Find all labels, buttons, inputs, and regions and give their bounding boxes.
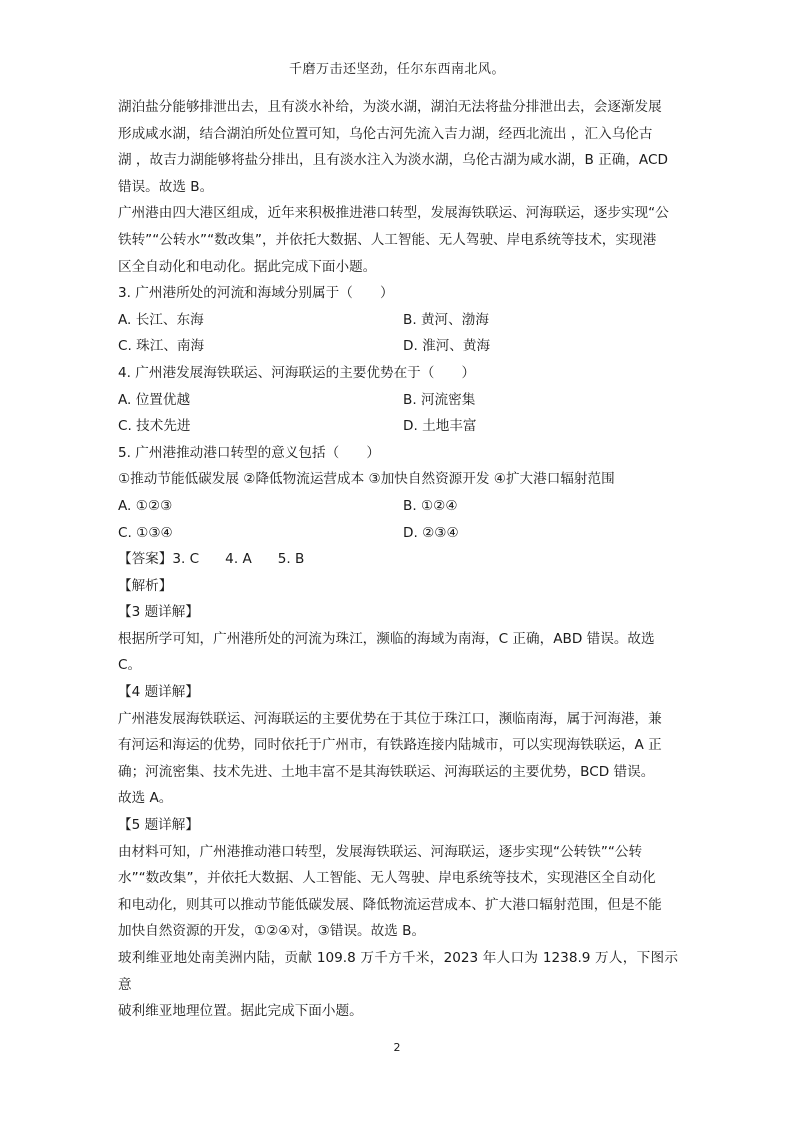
text-line: 故选 A。 — [118, 790, 173, 807]
options-row — [118, 333, 678, 360]
text-line: 广州港由四大港区组成，近年来积极推进港口转型，发展海铁联运、河海联运，逐步实现“公 — [118, 205, 669, 222]
question-stem: 5. 广州港推动港口转型的意义包括（ ） — [118, 444, 380, 461]
option-d: D. ②③④ — [403, 524, 459, 541]
page-number: 2 — [393, 1041, 401, 1054]
options-row — [118, 387, 678, 414]
text-line: 湖 ，故吉力湖能够将盐分排出，且有淡水注入为淡水湖，乌伦古湖为咸水湖，B 正确，ACD — [118, 152, 668, 169]
options-row — [118, 307, 678, 334]
option-d: D. 淮河、黄海 — [403, 338, 491, 355]
detail-4 — [118, 679, 678, 812]
options-row — [118, 493, 678, 520]
answer-3: 3. C — [172, 551, 200, 568]
question-5 — [118, 440, 678, 546]
question-4 — [118, 360, 678, 440]
material-paragraph — [118, 200, 678, 280]
intro-paragraph — [118, 94, 678, 200]
question-stem: 4. 广州港发展海铁联运、河海联运的主要优势在于（ ） — [118, 364, 476, 381]
text-line: 根据所学可知，广州港所处的河流为珠江，濒临的海域为南海，C 正确，ABD 错误。故选 — [118, 630, 655, 647]
text-line: 水”“数改集”，并依托大数据、人工智能、无人驾驶、岸电系统等技术，实现港区全自动化 — [118, 870, 656, 887]
text-line: 玻利维亚地处南美洲内陆，贡献 109.8 万千方千米，2023 年人口为 1238.9 万人，下图示意 — [118, 950, 678, 993]
next-material — [118, 945, 678, 1025]
text-line: 铁转”“公转水”“数改集”，并依托大数据、人工智能、无人驾驶、岸电系统等技术，实现港 — [118, 231, 657, 248]
option-c: C. ①③④ — [118, 524, 173, 541]
text-line: 广州港发展海铁联运、河海联运的主要优势在于其位于珠江口，濒临南海，属于河海港，兼 — [118, 710, 662, 727]
detail-5 — [118, 812, 678, 945]
detail-label: 【4 题详解】 — [118, 684, 199, 701]
option-d: D. 土地丰富 — [403, 418, 477, 435]
text-line: 破利维亚地理位置。据此完成下面小题。 — [118, 1003, 363, 1020]
text-line: 确；河流密集、技术先进、土地丰富不是其海铁联运、河海联运的主要优势，BCD 错误。 — [118, 763, 655, 780]
text-line: 由材料可知，广州港推动港口转型，发展海铁联运、河海联运，逐步实现“公转铁”“公转 — [118, 843, 643, 860]
question-stem: 3. 广州港所处的河流和海域分别属于（ ） — [118, 285, 394, 302]
options-row — [118, 520, 678, 547]
detail-label: 【5 题详解】 — [118, 817, 199, 834]
detail-3 — [118, 599, 678, 679]
option-b: B. 黄河、渤海 — [403, 311, 489, 328]
text-line: 区全自动化和电动化。据此完成下面小题。 — [118, 258, 377, 275]
option-a: A. 位置优越 — [118, 391, 191, 408]
analysis-label: 【解析】 — [118, 577, 173, 594]
option-a: A. 长江、东海 — [118, 311, 204, 328]
content-body — [118, 94, 678, 1025]
text-line: 和电动化，则其可以推动节能低碳发展、降低物流运营成本、扩大港口辐射范围，但是不能 — [118, 896, 662, 913]
answer-4: 4. A — [225, 551, 252, 568]
option-b: B. ①②④ — [403, 497, 458, 514]
text-line: 有河运和海运的优势，同时依托于广州市，有铁路连接内陆城市，可以实现海铁联运，A 正 — [118, 737, 662, 754]
header-motto: 千磨万击还坚劲，任尔东西南北风。 — [288, 62, 505, 77]
text-line: C。 — [118, 657, 142, 674]
question-items: ①推动节能低碳发展 ②降低物流运营成本 ③加快自然资源开发 ④扩大港口辐射范围 — [118, 471, 615, 488]
answer-5: 5. B — [277, 551, 305, 568]
option-a: A. ①②③ — [118, 497, 173, 514]
option-b: B. 河流密集 — [403, 391, 476, 408]
text-line: 错误。故选 B。 — [118, 178, 214, 195]
option-c: C. 技术先进 — [118, 418, 191, 435]
detail-label: 【3 题详解】 — [118, 604, 199, 621]
answer-line — [118, 546, 678, 573]
options-row — [118, 413, 678, 440]
text-line: 湖泊盐分能够排泄出去，且有淡水补给，为淡水湖，湖泊无法将盐分排泄出去，会逐渐发展 — [118, 99, 662, 115]
text-line: 加快自然资源的开发，①②④对，③错误。故选 B。 — [118, 923, 426, 940]
answer-label: 【答案】 — [118, 551, 173, 568]
text-line: 形成咸水湖，结合湖泊所处位置可知，乌伦古河先流入吉力湖，经西北流出 ，汇入乌伦古 — [118, 125, 653, 142]
question-3 — [118, 280, 678, 360]
option-c: C. 珠江、南海 — [118, 338, 205, 355]
